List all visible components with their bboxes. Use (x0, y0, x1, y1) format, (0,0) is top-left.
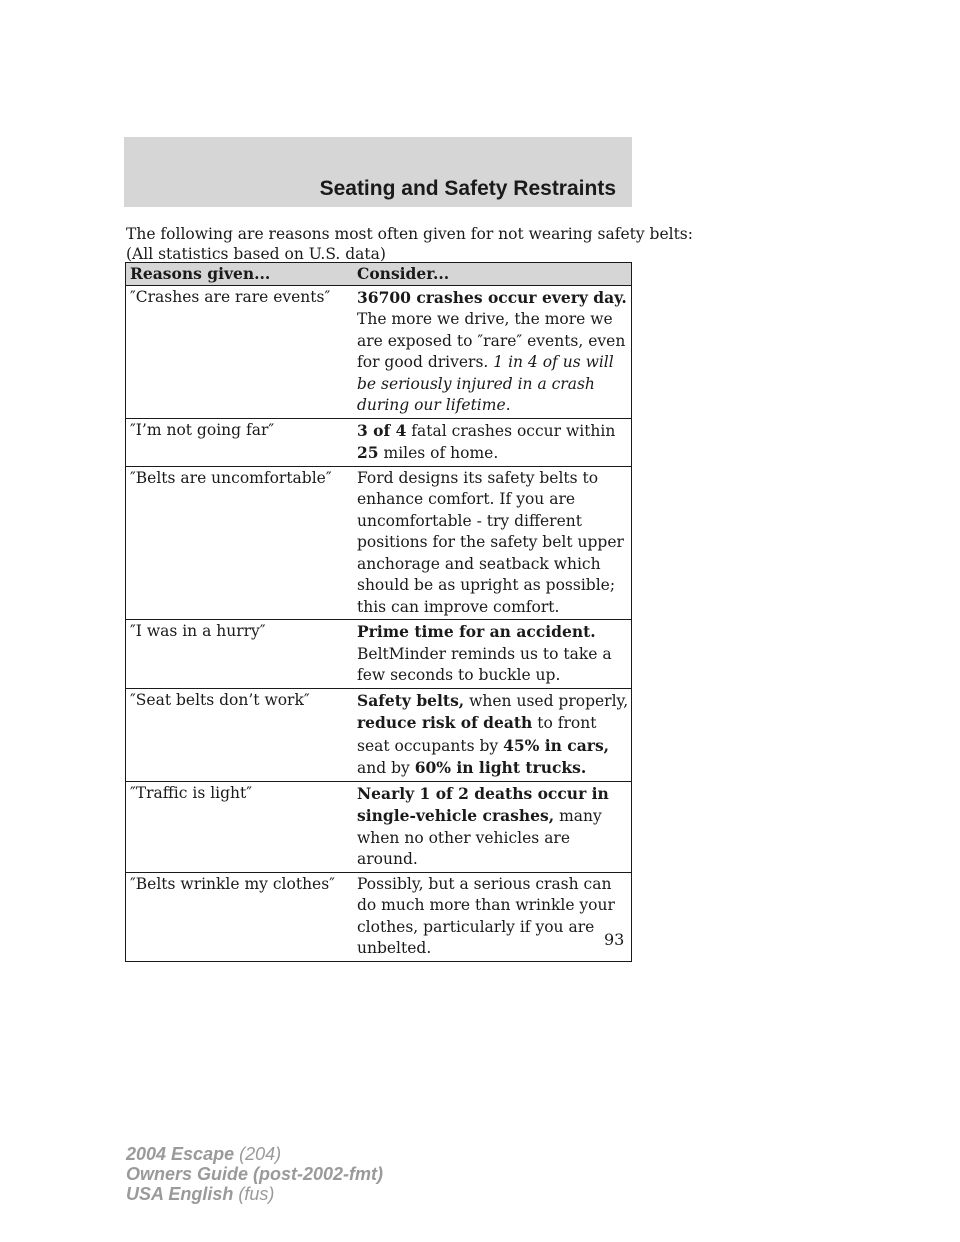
reason-cell: ″Seat belts don’t work″ (126, 688, 354, 781)
consider-bold-text: Safety belts, (357, 690, 465, 710)
consider-bold-text: 3 of 4 (357, 420, 407, 440)
table-row (126, 466, 632, 620)
table-row (126, 781, 632, 872)
table-header-row (126, 263, 632, 286)
section-title: Seating and Safety Restraints (319, 177, 616, 200)
reason-cell: ″Crashes are rare events″ (126, 285, 354, 418)
consider-text: and by (357, 759, 415, 777)
consider-text: when used properly, (464, 691, 629, 710)
consider-bold-text: reduce risk of death (357, 713, 533, 732)
consider-bold-text: Prime time for an accident. (357, 622, 596, 641)
consider-cell (353, 285, 632, 418)
section-header-band (124, 137, 632, 207)
footer-model-code: (204) (234, 1144, 282, 1164)
consider-cell (353, 418, 632, 466)
intro-text (126, 224, 693, 264)
footer-model: 2004 Escape (126, 1144, 235, 1164)
consider-bold-text: Nearly 1 of 2 deaths occur in single-vehicle crashes, (357, 783, 609, 825)
reasons-table (125, 262, 632, 962)
consider-text: miles of home. (378, 444, 499, 462)
footer-language-code: (fus) (233, 1184, 275, 1204)
table-row (126, 872, 632, 961)
page-number: 93 (604, 930, 625, 949)
intro-line-2: (All statistics based on U.S. data) (126, 245, 386, 263)
footer-language: USA English (126, 1184, 234, 1204)
consider-bold-text: 25 (357, 443, 379, 462)
table-row (126, 285, 632, 418)
column-header-consider: Consider... (353, 263, 632, 286)
document-footer (126, 1144, 383, 1204)
consider-cell (353, 466, 632, 620)
intro-line-1: The following are reasons most often given for not wearing safety belts: (126, 225, 693, 243)
consider-italic-text: 1 in 4 of us will be seriously injured in a crash during our lifetime. (357, 353, 614, 414)
table-row (126, 688, 632, 781)
consider-text: Ford designs its safety belts to enhance comfort. If you are uncomfortable - try different positions for the safety belt upper anchorage and seatback which should be as upright as possible; this can improve comfort. (357, 468, 624, 616)
consider-bold-text: 36700 crashes occur every day. (357, 287, 627, 307)
consider-text: BeltMinder reminds us to take a few seconds to buckle up. (357, 644, 612, 684)
reason-cell: ″Belts wrinkle my clothes″ (126, 872, 354, 961)
reason-cell: ″I’m not going far″ (126, 418, 354, 466)
footer-line-3 (126, 1184, 383, 1204)
consider-cell (353, 872, 632, 961)
consider-text: many when no other vehicles are around. (357, 807, 602, 868)
consider-bold-text: 45% in cars, (503, 735, 610, 755)
consider-cell (353, 688, 632, 781)
reason-cell: ″I was in a hurry″ (126, 620, 354, 689)
consider-text: to front seat occupants by (357, 714, 597, 755)
reason-cell: ″Traffic is light″ (126, 781, 354, 872)
consider-text: The more we drive, the more we are exposed to ″rare″ events, even for good drivers. (357, 310, 626, 371)
consider-cell (353, 781, 632, 872)
footer-line-2: Owners Guide (post-2002-fmt) (126, 1164, 384, 1184)
consider-text: Possibly, but a serious crash can do much more than wrinkle your clothes, particularly if you are unbelted. (357, 874, 615, 957)
table-row (126, 620, 632, 689)
consider-cell (353, 620, 632, 689)
column-header-reasons: Reasons given... (126, 263, 354, 286)
footer-line-1 (126, 1144, 383, 1164)
consider-text: fatal crashes occur within (406, 421, 616, 440)
table-row (126, 418, 632, 466)
reason-cell: ″Belts are uncomfortable″ (126, 466, 354, 620)
consider-bold-text: 60% in light trucks. (414, 758, 587, 777)
